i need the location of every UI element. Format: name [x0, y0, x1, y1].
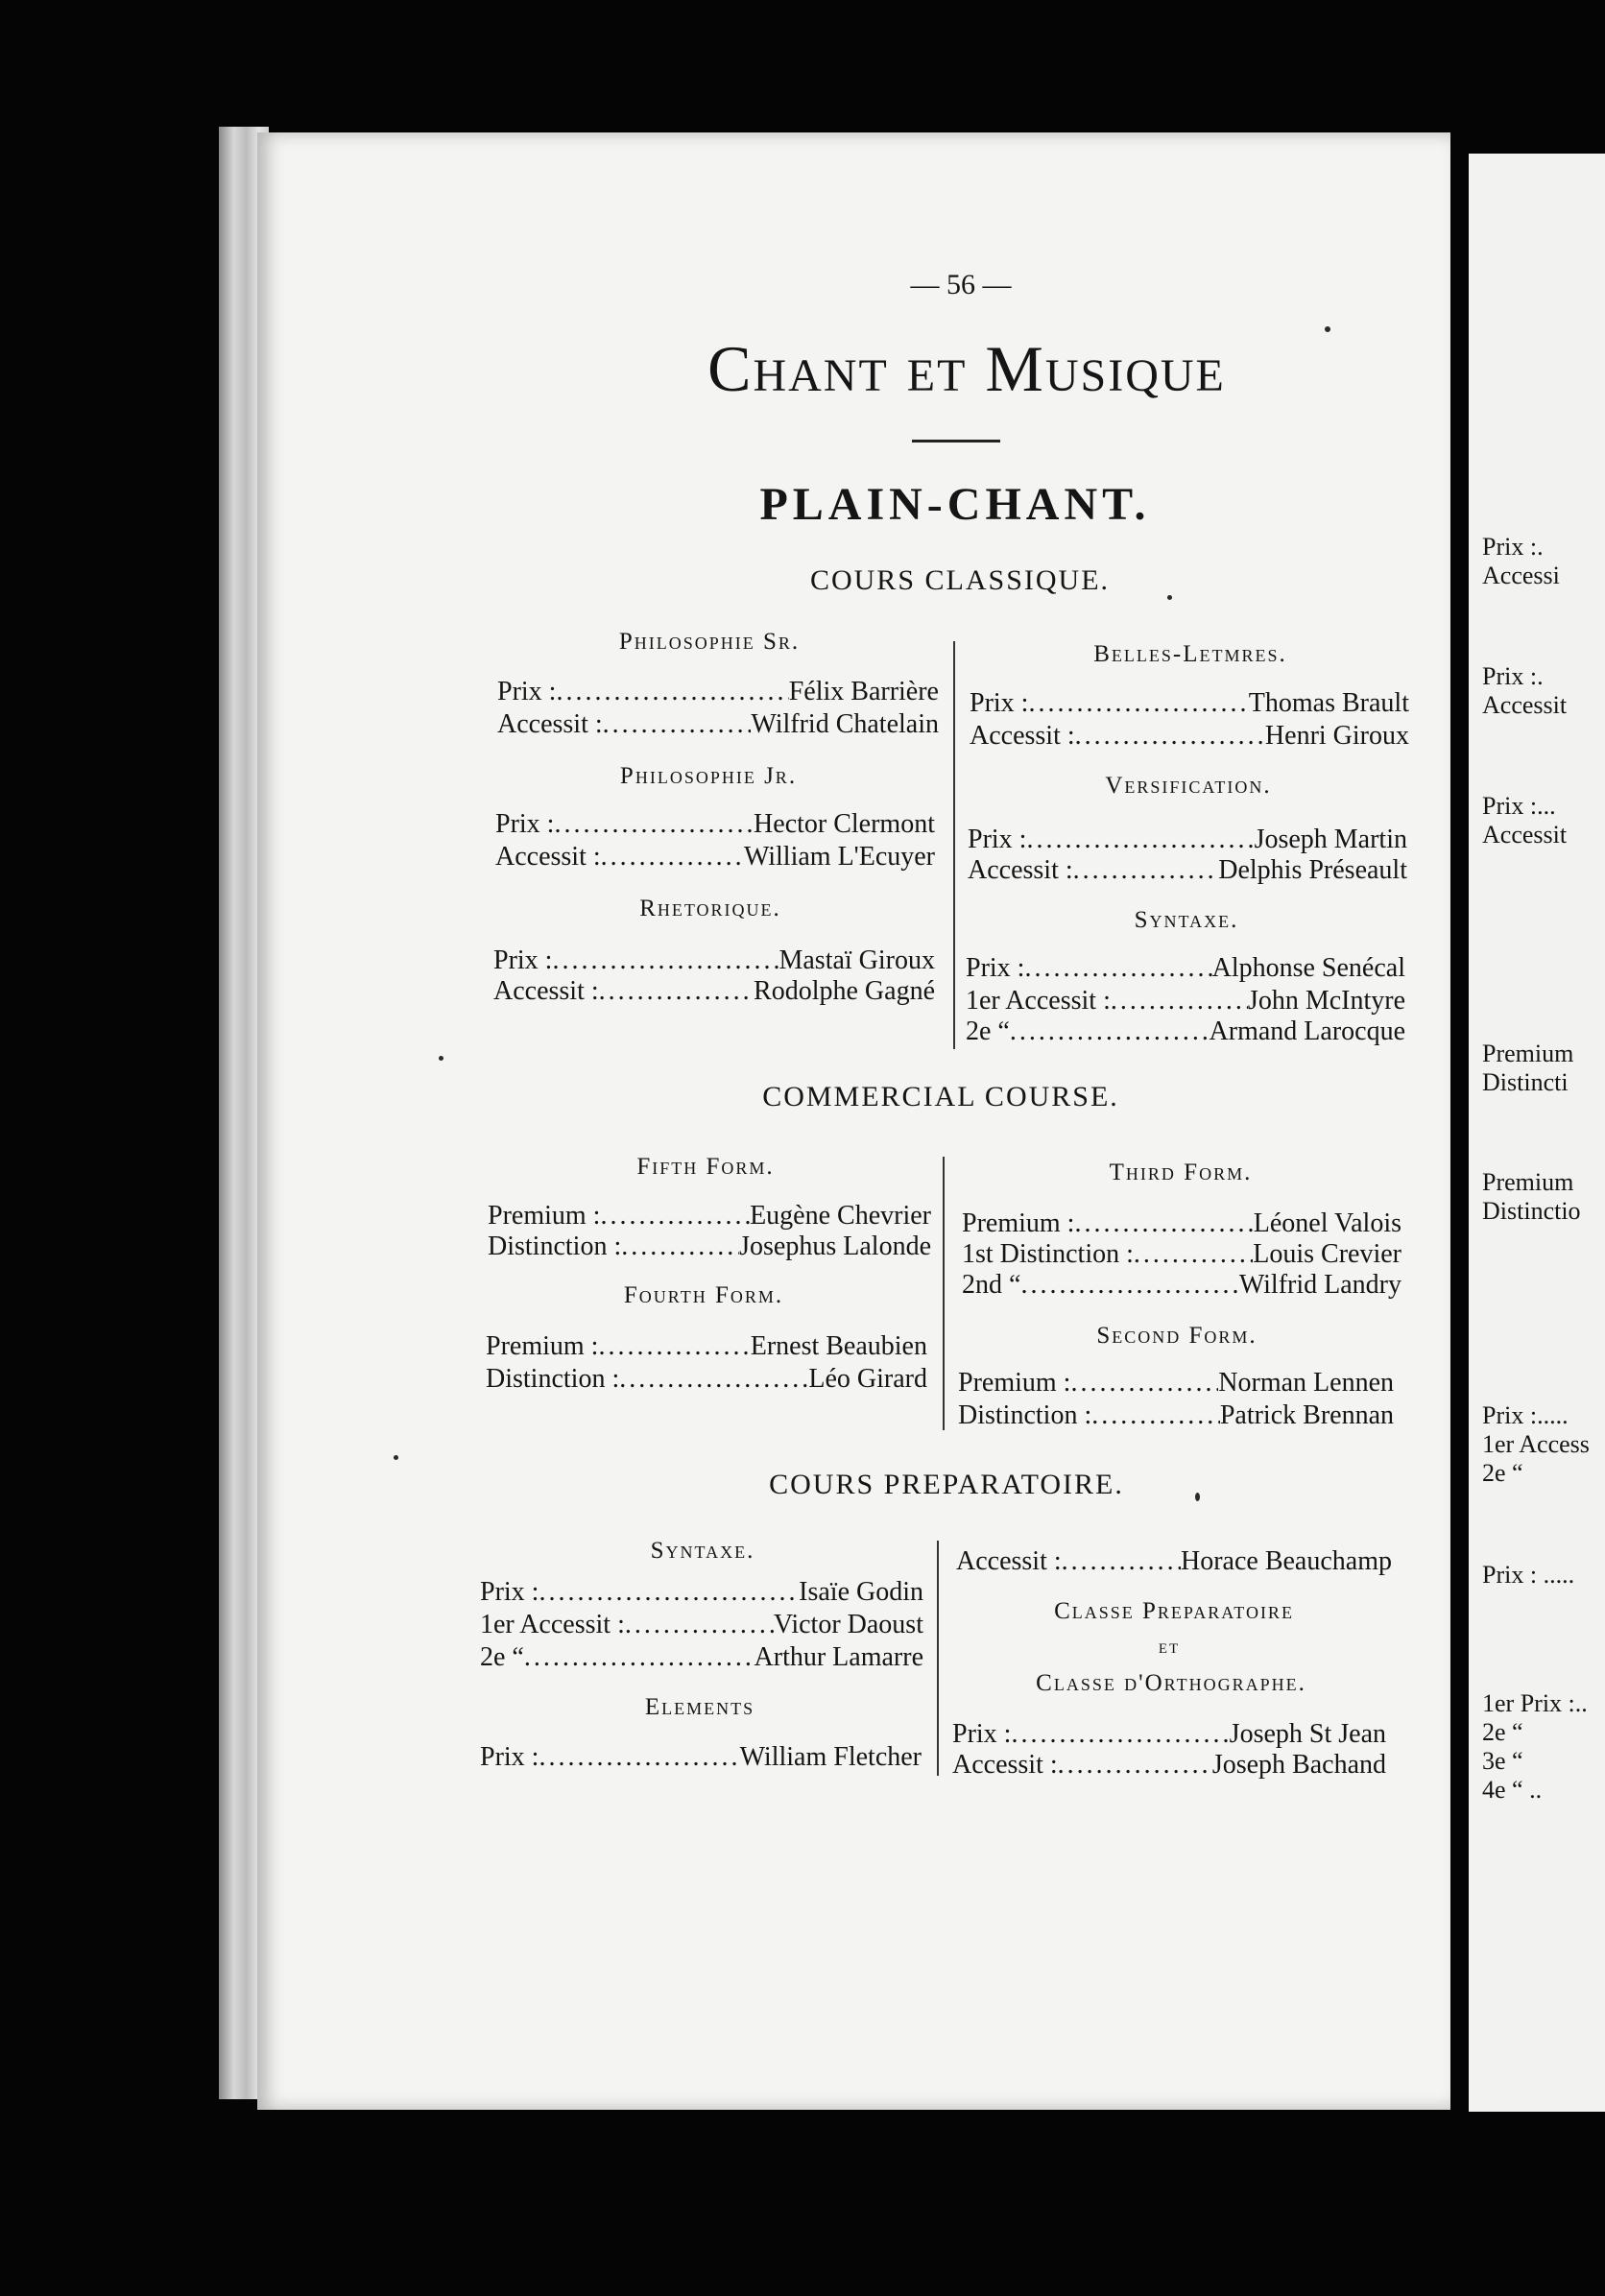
leader-dots — [1026, 824, 1254, 856]
award-label: Prix : — [480, 1577, 539, 1607]
award-name: Josephus Lalonde — [739, 1232, 931, 1261]
award-label: Prix : — [497, 677, 557, 706]
heading-elements: Elements — [644, 1694, 755, 1720]
adjacent-line: Prix :. — [1482, 533, 1544, 561]
award-label: Distinction : — [488, 1232, 622, 1261]
award-row — [958, 1399, 1394, 1432]
leader-dots — [1091, 1399, 1220, 1432]
award-row — [952, 1749, 1386, 1782]
award-name: Victor Daoust — [773, 1610, 923, 1639]
scan-speck — [1195, 1493, 1200, 1501]
leader-dots — [603, 708, 752, 741]
leader-dots — [1073, 854, 1219, 887]
column-divider — [953, 641, 955, 1049]
award-label: Prix : — [952, 1719, 1012, 1749]
page-title: Chant et Musique — [707, 332, 1226, 405]
adjacent-line: Premium — [1482, 1168, 1574, 1196]
award-name: Félix Barrière — [788, 677, 939, 706]
award-row — [486, 1363, 927, 1396]
award-row — [966, 952, 1405, 985]
adjacent-line: 1er Prix :.. — [1482, 1689, 1588, 1717]
award-row — [488, 1200, 931, 1232]
award-label: Accessit : — [970, 721, 1075, 751]
heading-philosophie-jr: Philosophie Jr. — [619, 763, 798, 789]
section-subtitle: PLAIN-CHANT. — [759, 479, 1151, 530]
leader-dots — [1028, 687, 1248, 720]
adjacent-line: 4e “ .. — [1482, 1776, 1543, 1804]
leader-dots — [621, 1231, 739, 1263]
leader-dots — [1024, 952, 1211, 985]
leader-dots — [554, 808, 754, 841]
award-name: Joseph St Jean — [1229, 1719, 1386, 1749]
award-label: Prix : — [966, 953, 1025, 983]
leader-dots — [600, 1200, 750, 1232]
adjacent-line: Accessit — [1482, 821, 1568, 849]
heading-syntaxe-prep: Syntaxe. — [650, 1538, 755, 1564]
award-label: Premium : — [488, 1201, 601, 1231]
award-label: 2e “ — [966, 1016, 1010, 1046]
award-label: Prix : — [480, 1742, 539, 1772]
award-label: Premium : — [958, 1368, 1071, 1398]
award-name: Wilfrid Landry — [1238, 1270, 1401, 1300]
award-label: Prix : — [493, 945, 553, 975]
heading-third-form: Third Form. — [1109, 1160, 1253, 1185]
scan-speck — [394, 1455, 398, 1460]
award-name: Ernest Beaubien — [750, 1331, 927, 1361]
award-row — [495, 808, 935, 841]
award-row — [958, 1367, 1394, 1399]
award-row — [962, 1269, 1401, 1302]
award-name: Thomas Brault — [1248, 688, 1409, 718]
heading-classe-orthographe: Classe d'Orthographe. — [1036, 1670, 1306, 1696]
leader-dots — [1074, 1208, 1253, 1240]
adjacent-page-fragment — [1469, 154, 1605, 2112]
award-name: Léo Girard — [808, 1364, 927, 1394]
heading-classe-preparatoire: Classe Preparatoire — [1054, 1598, 1294, 1624]
adjacent-line: Premium — [1482, 1040, 1574, 1067]
award-name: Joseph Martin — [1254, 825, 1407, 854]
award-row — [966, 985, 1405, 1017]
award-name: Arthur Lamarre — [754, 1642, 923, 1672]
leader-dots — [625, 1609, 774, 1641]
award-name: William Fletcher — [739, 1742, 922, 1772]
adjacent-line: 1er Access — [1482, 1430, 1590, 1458]
award-label: 1st Distinction : — [962, 1239, 1134, 1269]
award-row — [497, 708, 939, 741]
heading-et: et — [1158, 1634, 1181, 1658]
adjacent-line: Accessi — [1482, 562, 1560, 589]
leader-dots — [539, 1576, 799, 1609]
award-row — [493, 945, 935, 977]
award-row — [480, 1609, 923, 1641]
heading-fourth-form: Fourth Form. — [623, 1282, 784, 1308]
leader-dots — [1111, 985, 1248, 1017]
award-label: Accessit : — [495, 842, 601, 872]
leader-dots — [1062, 1545, 1181, 1578]
award-row — [962, 1208, 1401, 1240]
leader-dots — [598, 1330, 750, 1363]
award-label: 1er Accessit : — [480, 1610, 625, 1639]
award-row — [966, 1016, 1405, 1048]
title-rule — [912, 440, 1000, 442]
award-label: Premium : — [486, 1331, 599, 1361]
award-name: Rodolphe Gagné — [754, 976, 935, 1006]
award-name: Mastaï Giroux — [779, 945, 935, 975]
award-name: Norman Lennen — [1218, 1368, 1394, 1398]
award-row — [962, 1238, 1401, 1271]
award-row — [968, 854, 1407, 887]
award-label: Accessit : — [956, 1546, 1062, 1576]
adjacent-line: 2e “ — [1482, 1718, 1523, 1746]
column-divider — [943, 1157, 945, 1430]
award-name: Léonel Valois — [1253, 1208, 1401, 1238]
award-name: William L'Ecuyer — [743, 842, 935, 872]
leader-dots — [619, 1363, 808, 1396]
adjacent-line: Prix : ..... — [1482, 1561, 1575, 1589]
heading-fifth-form: Fifth Form. — [636, 1154, 775, 1180]
award-name: Horace Beauchamp — [1181, 1546, 1392, 1576]
scan-speck — [1325, 326, 1330, 332]
leader-dots — [1058, 1749, 1212, 1782]
award-row — [952, 1718, 1386, 1751]
leader-dots — [1075, 720, 1265, 753]
page-number: — 56 — — [910, 269, 1012, 300]
leader-dots — [1070, 1367, 1218, 1399]
leader-dots — [556, 676, 788, 708]
leader-dots — [524, 1641, 755, 1674]
award-name: Delphis Préseault — [1218, 855, 1407, 885]
heading-versification: Versification. — [1105, 773, 1272, 799]
award-row — [956, 1545, 1392, 1578]
award-row — [495, 841, 935, 873]
award-label: Accessit : — [952, 1750, 1058, 1780]
award-name: Louis Crevier — [1253, 1239, 1401, 1269]
award-label: 2e “ — [480, 1642, 524, 1672]
award-name: Isaïe Godin — [799, 1577, 923, 1607]
adjacent-line: Prix :..... — [1482, 1401, 1569, 1429]
award-label: Accessit : — [497, 709, 603, 739]
award-label: Premium : — [962, 1208, 1075, 1238]
award-label: Distinction : — [958, 1400, 1092, 1430]
award-label: Prix : — [970, 688, 1029, 718]
award-label: Distinction : — [486, 1364, 620, 1394]
award-row — [493, 975, 935, 1008]
award-label: Accessit : — [968, 855, 1073, 885]
leader-dots — [601, 841, 744, 873]
leader-dots — [539, 1741, 739, 1774]
award-name: Joseph Bachand — [1211, 1750, 1386, 1780]
award-name: Patrick Brennan — [1219, 1400, 1394, 1430]
award-name: Hector Clermont — [754, 809, 935, 839]
leader-dots — [1010, 1016, 1210, 1048]
leader-dots — [1134, 1238, 1253, 1271]
award-row — [968, 824, 1407, 856]
adjacent-line: Accessit — [1482, 691, 1568, 719]
award-label: Accessit : — [493, 976, 599, 1006]
heading-rhetorique: Rhetorique. — [639, 896, 781, 921]
adjacent-line: Prix :. — [1482, 662, 1544, 690]
award-label: Prix : — [495, 809, 555, 839]
adjacent-line: 2e “ — [1482, 1459, 1523, 1487]
leader-dots — [1020, 1269, 1238, 1302]
award-name: Alphonse Senécal — [1211, 953, 1405, 983]
award-row — [970, 687, 1409, 720]
section-title-classique: COURS CLASSIQUE. — [809, 564, 1111, 596]
award-name: John McIntyre — [1247, 986, 1405, 1016]
leader-dots — [1011, 1718, 1229, 1751]
award-label: Prix : — [968, 825, 1027, 854]
adjacent-line: Distinctio — [1482, 1197, 1581, 1225]
award-name: Henri Giroux — [1264, 721, 1409, 751]
section-title-commercial: COMMERCIAL COURSE. — [762, 1081, 1119, 1112]
book-page — [257, 132, 1450, 2110]
award-row — [970, 720, 1409, 753]
adjacent-line: Distincti — [1482, 1068, 1569, 1096]
award-name: Armand Larocque — [1209, 1016, 1405, 1046]
award-row — [488, 1231, 931, 1263]
heading-belles-lettres: Belles-Letmres. — [1093, 641, 1287, 667]
heading-second-form: Second Form. — [1096, 1323, 1258, 1349]
leader-dots — [552, 945, 779, 977]
section-title-preparatoire: COURS PREPARATOIRE. — [769, 1469, 1124, 1500]
award-label: 1er Accessit : — [966, 986, 1111, 1016]
leader-dots — [599, 975, 754, 1008]
scan-speck — [1167, 595, 1172, 600]
scan-speck — [439, 1056, 443, 1061]
heading-syntaxe: Syntaxe. — [1134, 907, 1239, 933]
award-label: 2nd “ — [962, 1270, 1021, 1300]
adjacent-line: Prix :... — [1482, 792, 1556, 820]
award-name: Wilfrid Chatelain — [751, 709, 939, 739]
column-divider — [937, 1541, 939, 1776]
award-row — [480, 1576, 923, 1609]
adjacent-line: 3e “ — [1482, 1747, 1523, 1775]
award-name: Eugène Chevrier — [750, 1201, 931, 1231]
heading-philosophie-sr: Philosophie Sr. — [618, 629, 801, 655]
award-row — [497, 676, 939, 708]
award-row — [480, 1641, 923, 1674]
award-row — [486, 1330, 927, 1363]
award-row — [480, 1741, 922, 1774]
